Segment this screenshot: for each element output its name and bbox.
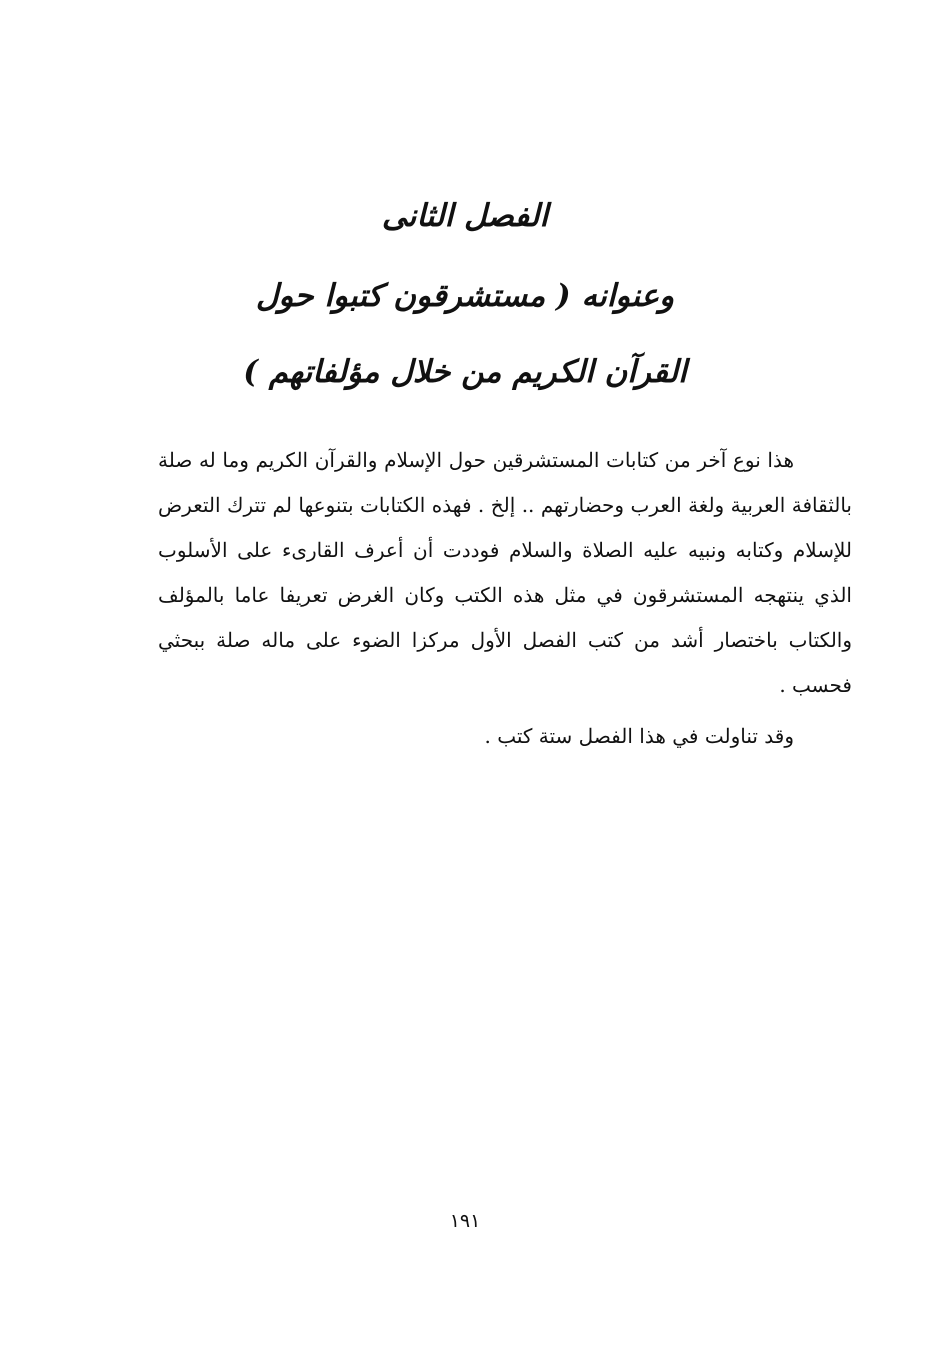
closing-paragraph: وقد تناولت في هذا الفصل ستة كتب . — [484, 724, 794, 748]
chapter-subtitle-line-1: وعنوانه ( مستشرقون كتبوا حول — [255, 278, 675, 314]
body-text — [158, 438, 852, 759]
chapter-title: الفصل الثانى — [381, 198, 549, 234]
intro-paragraph: هذا نوع آخر من كتابات المستشرقين حول الإسلام والقرآن الكريم وما له صلة بالثقافة العربية ولغة العرب وحضارتهم .. إلخ . فهذه الكتابات بتنوعها لم تترك التعرض للإسلام وكتابه ونبيه عليه الصلاة والسلام فوددت أن أعرف القارىء على الأسلوب الذي ينتهجه المستشرقون في مثل هذه الكتب وكان الغرض تعريفا عاما بالمؤلف والكتاب باختصار أشد من كتب الفصل الأول مركزا الضوء على ماله صلة ببحثي فحسب . — [158, 448, 852, 697]
chapter-subtitle-line-2: القرآن الكريم من خلال مؤلفاتهم ) — [243, 354, 687, 390]
page-number: ١٩١ — [449, 1210, 481, 1232]
